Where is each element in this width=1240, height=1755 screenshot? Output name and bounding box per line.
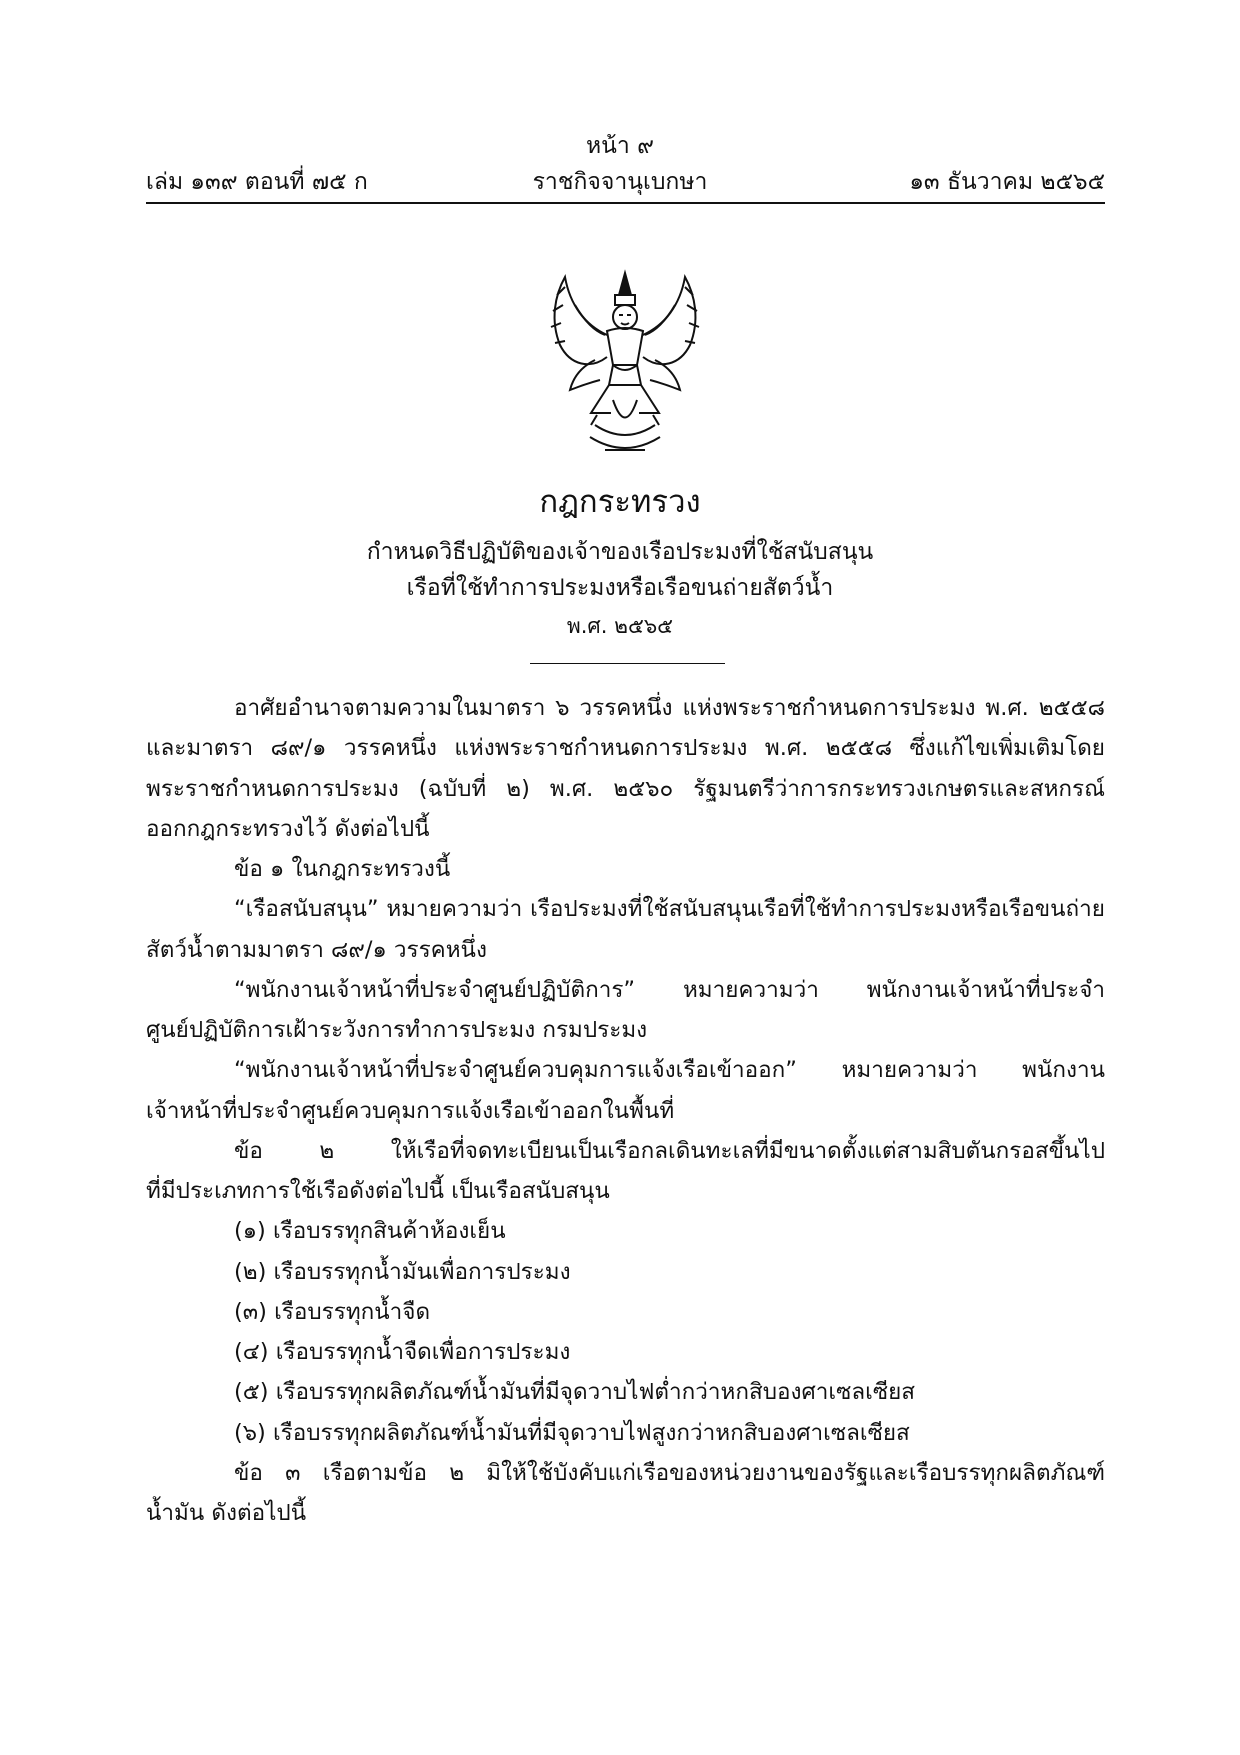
body-line: สัตว์น้ำตามมาตรา ๘๙/๑ วรรคหนึ่ง [146,936,487,963]
clause-2-heading: ข้อ ๒ ให้เรือที่จดทะเบียนเป็นเรือกลเดินทะเลที่มีขนาดตั้งแต่สามสิบตันกรอสขึ้นไป [234,1137,1105,1164]
body-line: ที่มีประเภทการใช้เรือดังต่อไปนี้ เป็นเรือสนับสนุน [146,1178,610,1204]
garuda-emblem-icon [535,265,715,460]
body-line: น้ำมัน ดังต่อไปนี้ [146,1500,307,1526]
page-number: หน้า ๙ [586,133,654,159]
list-item: (๕) เรือบรรทุกผลิตภัณฑ์น้ำมันที่มีจุดวาบไฟต่ำกว่าหกสิบองศาเซลเซียส [234,1379,916,1406]
list-item: (๔) เรือบรรทุกน้ำจืดเพื่อการประมง [234,1339,571,1365]
body-line: “พนักงานเจ้าหน้าที่ประจำศูนย์ควบคุมการแจ้งเรือเข้าออก” หมายความว่า พนักงาน [234,1057,1105,1084]
document-subtitle-2: เรือที่ใช้ทำการประมงหรือเรือขนถ่ายสัตว์น้ำ [406,575,834,601]
body-line: เจ้าหน้าที่ประจำศูนย์ควบคุมการแจ้งเรือเข้าออกในพื้นที่ [146,1097,675,1124]
list-item: (๖) เรือบรรทุกผลิตภัณฑ์น้ำมันที่มีจุดวาบไฟสูงกว่าหกสิบองศาเซลเซียส [234,1419,910,1446]
document-year: พ.ศ. ๒๕๖๕ [566,614,674,638]
body-line: ศูนย์ปฏิบัติการเฝ้าระวังการทำการประมง กรมประมง [146,1017,648,1043]
body-line: “พนักงานเจ้าหน้าที่ประจำศูนย์ปฏิบัติการ” หมายความว่า พนักงานเจ้าหน้าที่ประจำ [234,976,1105,1003]
clause-1-heading: ข้อ ๑ ในกฎกระทรวงนี้ [234,856,451,882]
title-divider [530,663,725,664]
volume-issue: เล่ม ๑๓๙ ตอนที่ ๗๕ ก [146,169,368,195]
document-subtitle-1: กำหนดวิธีปฏิบัติของเจ้าของเรือประมงที่ใช้สนับสนุน [366,539,874,565]
publication-date: ๑๓ ธันวาคม ๒๕๖๕ [909,169,1105,195]
body-line: พระราชกำหนดการประมง (ฉบับที่ ๒) พ.ศ. ๒๕๖๐ รัฐมนตรีว่าการกระทรวงเกษตรและสหกรณ์ [146,775,1105,802]
document-title: กฎกระทรวง [539,484,701,520]
publication-name: ราชกิจจานุเบกษา [532,169,708,195]
document-body [146,688,1105,1533]
body-line: “เรือสนับสนุน” หมายความว่า เรือประมงที่ใช้สนับสนุนเรือที่ใช้ทำการประมงหรือเรือขนถ่าย [234,896,1105,923]
body-line: และมาตรา ๘๙/๑ วรรคหนึ่ง แห่งพระราชกำหนดการประมง พ.ศ. ๒๕๕๘ ซึ่งแก้ไขเพิ่มเติมโดย [146,735,1105,762]
body-line: ออกกฎกระทรวงไว้ ดังต่อไปนี้ [146,815,430,842]
header-divider [146,202,1105,204]
body-line: อาศัยอำนาจตามความในมาตรา ๖ วรรคหนึ่ง แห่งพระราชกำหนดการประมง พ.ศ. ๒๕๕๘ [234,695,1105,721]
list-item: (๒) เรือบรรทุกน้ำมันเพื่อการประมง [234,1258,571,1285]
list-item: (๑) เรือบรรทุกสินค้าห้องเย็น [234,1218,506,1245]
list-item: (๓) เรือบรรทุกน้ำจืด [234,1298,431,1325]
clause-3-heading: ข้อ ๓ เรือตามข้อ ๒ มิให้ใช้บังคับแก่เรือของหน่วยงานของรัฐและเรือบรรทุกผลิตภัณฑ์ [234,1459,1105,1486]
